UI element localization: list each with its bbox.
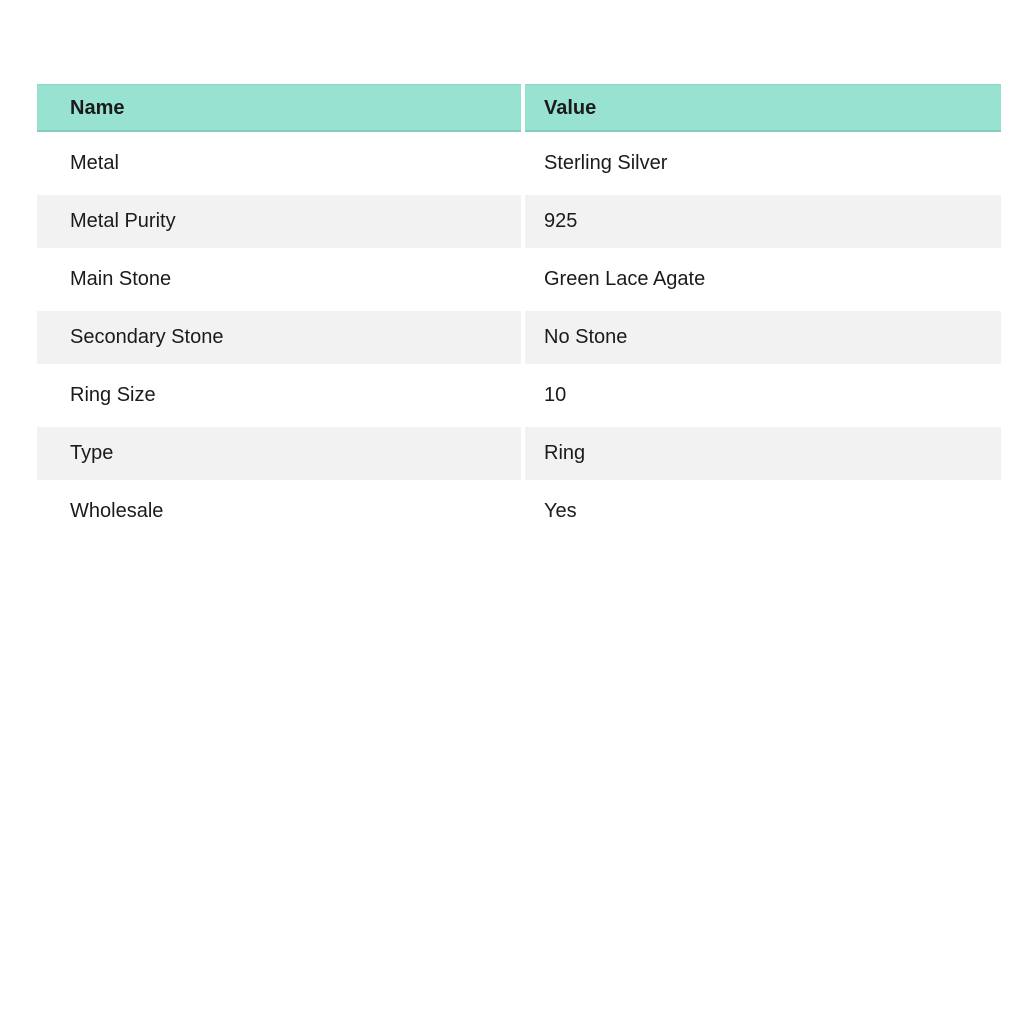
attribute-name-cell: Wholesale <box>37 483 523 541</box>
attribute-value-cell: 925 <box>523 193 1001 251</box>
attribute-name-cell: Metal Purity <box>37 193 523 251</box>
header-cell-value: Value <box>523 84 1001 135</box>
header-cell-name: Name <box>37 84 523 135</box>
table-row <box>37 251 1001 309</box>
attribute-value-cell: No Stone <box>523 309 1001 367</box>
table-row <box>37 193 1001 251</box>
attribute-name-cell: Main Stone <box>37 251 523 309</box>
table-body <box>37 135 1001 541</box>
attribute-name-cell: Secondary Stone <box>37 309 523 367</box>
attribute-name-cell: Ring Size <box>37 367 523 425</box>
attribute-value-cell: Green Lace Agate <box>523 251 1001 309</box>
table-header <box>37 84 1001 135</box>
table-row <box>37 425 1001 483</box>
header-row <box>37 84 1001 135</box>
attribute-value-cell: Ring <box>523 425 1001 483</box>
product-attributes-table-wrap <box>37 84 1001 543</box>
attribute-value-cell: Yes <box>523 483 1001 541</box>
table-row <box>37 309 1001 367</box>
table-row <box>37 483 1001 541</box>
attribute-name-cell: Metal <box>37 135 523 193</box>
table-row <box>37 135 1001 193</box>
attribute-name-cell: Type <box>37 425 523 483</box>
table-row <box>37 367 1001 425</box>
attribute-value-cell: 10 <box>523 367 1001 425</box>
attribute-value-cell: Sterling Silver <box>523 135 1001 193</box>
product-attributes-table <box>37 84 1001 543</box>
